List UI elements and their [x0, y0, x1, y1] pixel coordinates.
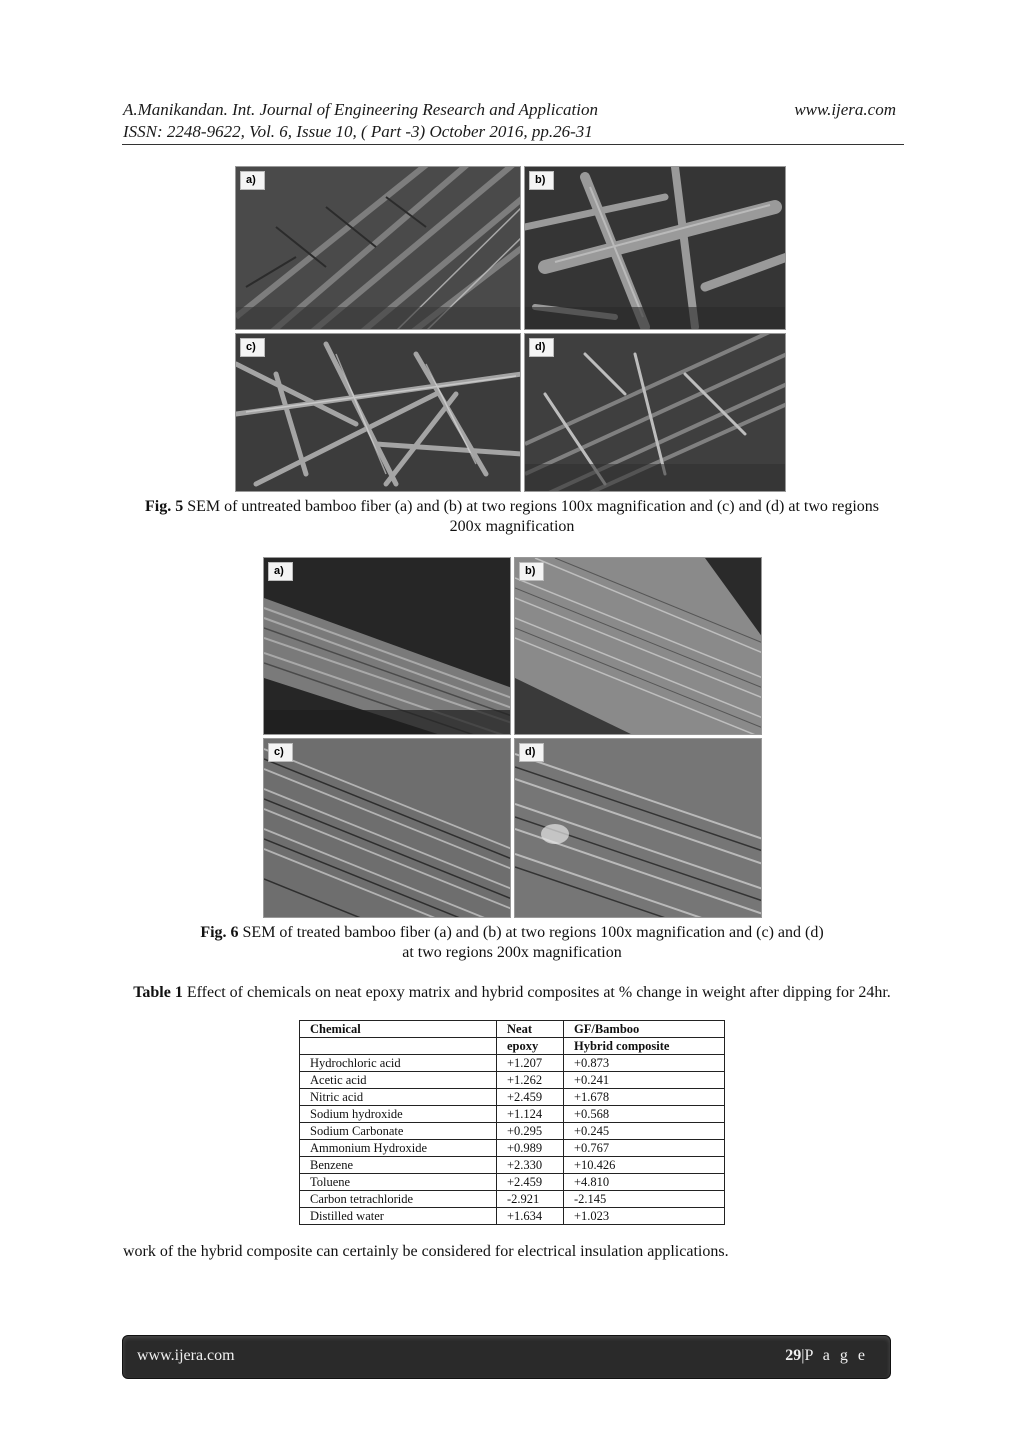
sem-image-untreated-c	[236, 334, 521, 492]
fig6-panel-c	[263, 738, 511, 918]
issn-line: ISSN: 2248-9622, Vol. 6, Issue 10, ( Part -3) October 2016, pp.26-31	[123, 122, 593, 141]
cell-neat-epoxy: +1.634	[497, 1208, 564, 1225]
journal-url[interactable]: www.ijera.com	[794, 100, 896, 119]
table-header-row	[300, 1021, 725, 1038]
cell-chemical: Hydrochloric acid	[300, 1055, 497, 1072]
cell-hybrid: +4.810	[564, 1174, 725, 1191]
journal-title-line: A.Manikandan. Int. Journal of Engineering Research and Application	[123, 100, 598, 119]
cell-neat-epoxy: -2.921	[497, 1191, 564, 1208]
sem-image-treated-d	[515, 739, 762, 918]
cell-hybrid: +0.873	[564, 1055, 725, 1072]
figure-6-sem-grid	[263, 557, 762, 918]
figure-5-caption-text: SEM of untreated bamboo fiber (a) and (b) at two regions 100x magnification and (c) and (d) at two regions 200x magnification	[183, 498, 879, 535]
fig5-panel-d-label: d)	[529, 338, 554, 357]
sem-image-treated-a	[264, 558, 511, 735]
fig6-panel-c-label: c)	[268, 743, 293, 762]
fig6-panel-b-label: b)	[519, 562, 544, 581]
chemical-resistance-table	[299, 1020, 725, 1225]
fig5-panel-b	[524, 166, 786, 330]
table-row	[300, 1208, 725, 1225]
fig5-panel-a	[235, 166, 521, 330]
figure-5-label: Fig. 5	[144, 498, 184, 515]
body-paragraph: work of the hybrid composite can certainly be considered for electrical insulation applications.	[123, 1243, 729, 1260]
figure-5-caption	[130, 497, 894, 537]
fig5-panel-a-label: a)	[240, 171, 265, 190]
cell-neat-epoxy: +1.207	[497, 1055, 564, 1072]
cell-chemical: Toluene	[300, 1174, 497, 1191]
table-row	[300, 1089, 725, 1106]
cell-hybrid: +0.767	[564, 1140, 725, 1157]
page-number: 29	[785, 1347, 802, 1364]
cell-chemical: Benzene	[300, 1157, 497, 1174]
page-word: P a g e	[804, 1347, 868, 1364]
table-row	[300, 1123, 725, 1140]
fig6-panel-a-label: a)	[268, 562, 293, 581]
fig6-panel-b	[514, 557, 762, 735]
footer-page-number: 29|P a g e	[785, 1347, 868, 1364]
cell-hybrid: +1.023	[564, 1208, 725, 1225]
table-1-caption-text: Effect of chemicals on neat epoxy matrix and hybrid composites at % change in weight after dipping for 24hr.	[182, 984, 891, 1001]
cell-chemical: Sodium hydroxide	[300, 1106, 497, 1123]
figure-6-label: Fig. 6	[200, 924, 239, 941]
cell-hybrid: +1.678	[564, 1089, 725, 1106]
header-gf-bamboo: GF/Bamboo	[564, 1021, 725, 1038]
cell-neat-epoxy: +2.330	[497, 1157, 564, 1174]
cell-neat-epoxy: +0.295	[497, 1123, 564, 1140]
figure-6-caption-text: SEM of treated bamboo fiber (a) and (b) at two regions 100x magnification and (c) and (d) at two regions 200x magnification	[238, 924, 824, 961]
cell-neat-epoxy: +1.124	[497, 1106, 564, 1123]
sem-image-untreated-a	[236, 167, 521, 330]
fig6-panel-d	[514, 738, 762, 918]
cell-hybrid: +0.241	[564, 1072, 725, 1089]
table-row	[300, 1072, 725, 1089]
cell-hybrid: -2.145	[564, 1191, 725, 1208]
header-epoxy: epoxy	[497, 1038, 564, 1055]
page-footer	[122, 1335, 891, 1379]
cell-neat-epoxy: +2.459	[497, 1174, 564, 1191]
table-row	[300, 1191, 725, 1208]
table-row	[300, 1140, 725, 1157]
footer-url[interactable]: www.ijera.com	[137, 1347, 235, 1364]
cell-chemical: Distilled water	[300, 1208, 497, 1225]
fig5-panel-b-label: b)	[529, 171, 554, 190]
fig5-panel-c	[235, 333, 521, 492]
header-chemical: Chemical	[300, 1021, 497, 1038]
cell-hybrid: +10.426	[564, 1157, 725, 1174]
fig5-panel-c-label: c)	[240, 338, 265, 357]
figure-5-sem-grid	[235, 166, 786, 492]
fig6-panel-d-label: d)	[519, 743, 544, 762]
header-neat: Neat	[497, 1021, 564, 1038]
cell-hybrid: +0.245	[564, 1123, 725, 1140]
cell-hybrid: +0.568	[564, 1106, 725, 1123]
fig5-panel-d	[524, 333, 786, 492]
table-row	[300, 1106, 725, 1123]
cell-neat-epoxy: +1.262	[497, 1072, 564, 1089]
table-1-label: Table 1	[133, 984, 183, 1001]
cell-chemical: Sodium Carbonate	[300, 1123, 497, 1140]
cell-neat-epoxy: +2.459	[497, 1089, 564, 1106]
sem-image-untreated-d	[525, 334, 786, 492]
sem-image-untreated-b	[525, 167, 786, 330]
cell-chemical: Carbon tetrachloride	[300, 1191, 497, 1208]
figure-6-caption	[200, 923, 824, 963]
cell-neat-epoxy: +0.989	[497, 1140, 564, 1157]
sem-image-treated-c	[264, 739, 511, 918]
table-1-caption	[125, 983, 899, 1003]
header-rule	[122, 144, 904, 145]
fig6-panel-a	[263, 557, 511, 735]
sem-image-treated-b	[515, 558, 762, 735]
table-header-row	[300, 1038, 725, 1055]
header-blank	[300, 1038, 497, 1055]
table-row	[300, 1174, 725, 1191]
cell-chemical: Ammonium Hydroxide	[300, 1140, 497, 1157]
cell-chemical: Nitric acid	[300, 1089, 497, 1106]
table-row	[300, 1157, 725, 1174]
table-row	[300, 1055, 725, 1072]
header-hybrid-composite: Hybrid composite	[564, 1038, 725, 1055]
cell-chemical: Acetic acid	[300, 1072, 497, 1089]
